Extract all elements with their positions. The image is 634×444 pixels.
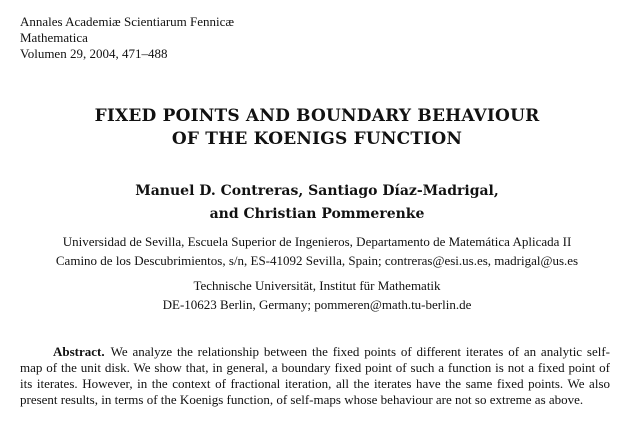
affiliation-1-line-1: Universidad de Sevilla, Escuela Superior de Ingenieros, Departamento de Matemática Aplicada II bbox=[62, 234, 572, 249]
affiliation-2-line-2: DE-10623 Berlin, Germany; pommeren@math.tu-berlin.de bbox=[162, 297, 472, 312]
journal-header bbox=[20, 14, 234, 62]
authors-line-1: Manuel D. Contreras, Santiago Díaz-Madrigal, bbox=[135, 183, 499, 199]
affiliation-berlin bbox=[0, 276, 634, 314]
affiliation-1-line-2: Camino de los Descubrimientos, s/n, ES-41092 Sevilla, Spain; contreras@esi.us.es, madrigal@us.es bbox=[55, 253, 579, 268]
affiliation-2-line-1: Technische Universität, Institut für Mathematik bbox=[193, 278, 441, 293]
journal-volume: Volumen 29, 2004, 471–488 bbox=[20, 46, 168, 61]
affiliation-sevilla bbox=[0, 232, 634, 270]
title-line-2: OF THE KOENIGS FUNCTION bbox=[171, 129, 463, 149]
authors-line-2: and Christian Pommerenke bbox=[209, 206, 425, 222]
author-list bbox=[0, 180, 634, 226]
abstract bbox=[20, 344, 610, 408]
journal-series: Mathematica bbox=[20, 30, 88, 45]
paper-title bbox=[0, 105, 634, 151]
abstract-text: We analyze the relationship between the fixed points of different iterates of an analytic self-map of the unit disk. We show that, in general, a boundary fixed point of such a function is not a fixed point of its iterates. However, in the context of fractional iteration, all the iterates have the same fixed points. We also present results, in terms of the Koenigs function, of self-maps whose behaviour are not so extreme as above. bbox=[20, 344, 610, 407]
title-line-1: FIXED POINTS AND BOUNDARY BEHAVIOUR bbox=[94, 106, 540, 126]
abstract-label: Abstract. bbox=[53, 344, 105, 359]
journal-name: Annales Academiæ Scientiarum Fennicæ bbox=[20, 14, 235, 29]
